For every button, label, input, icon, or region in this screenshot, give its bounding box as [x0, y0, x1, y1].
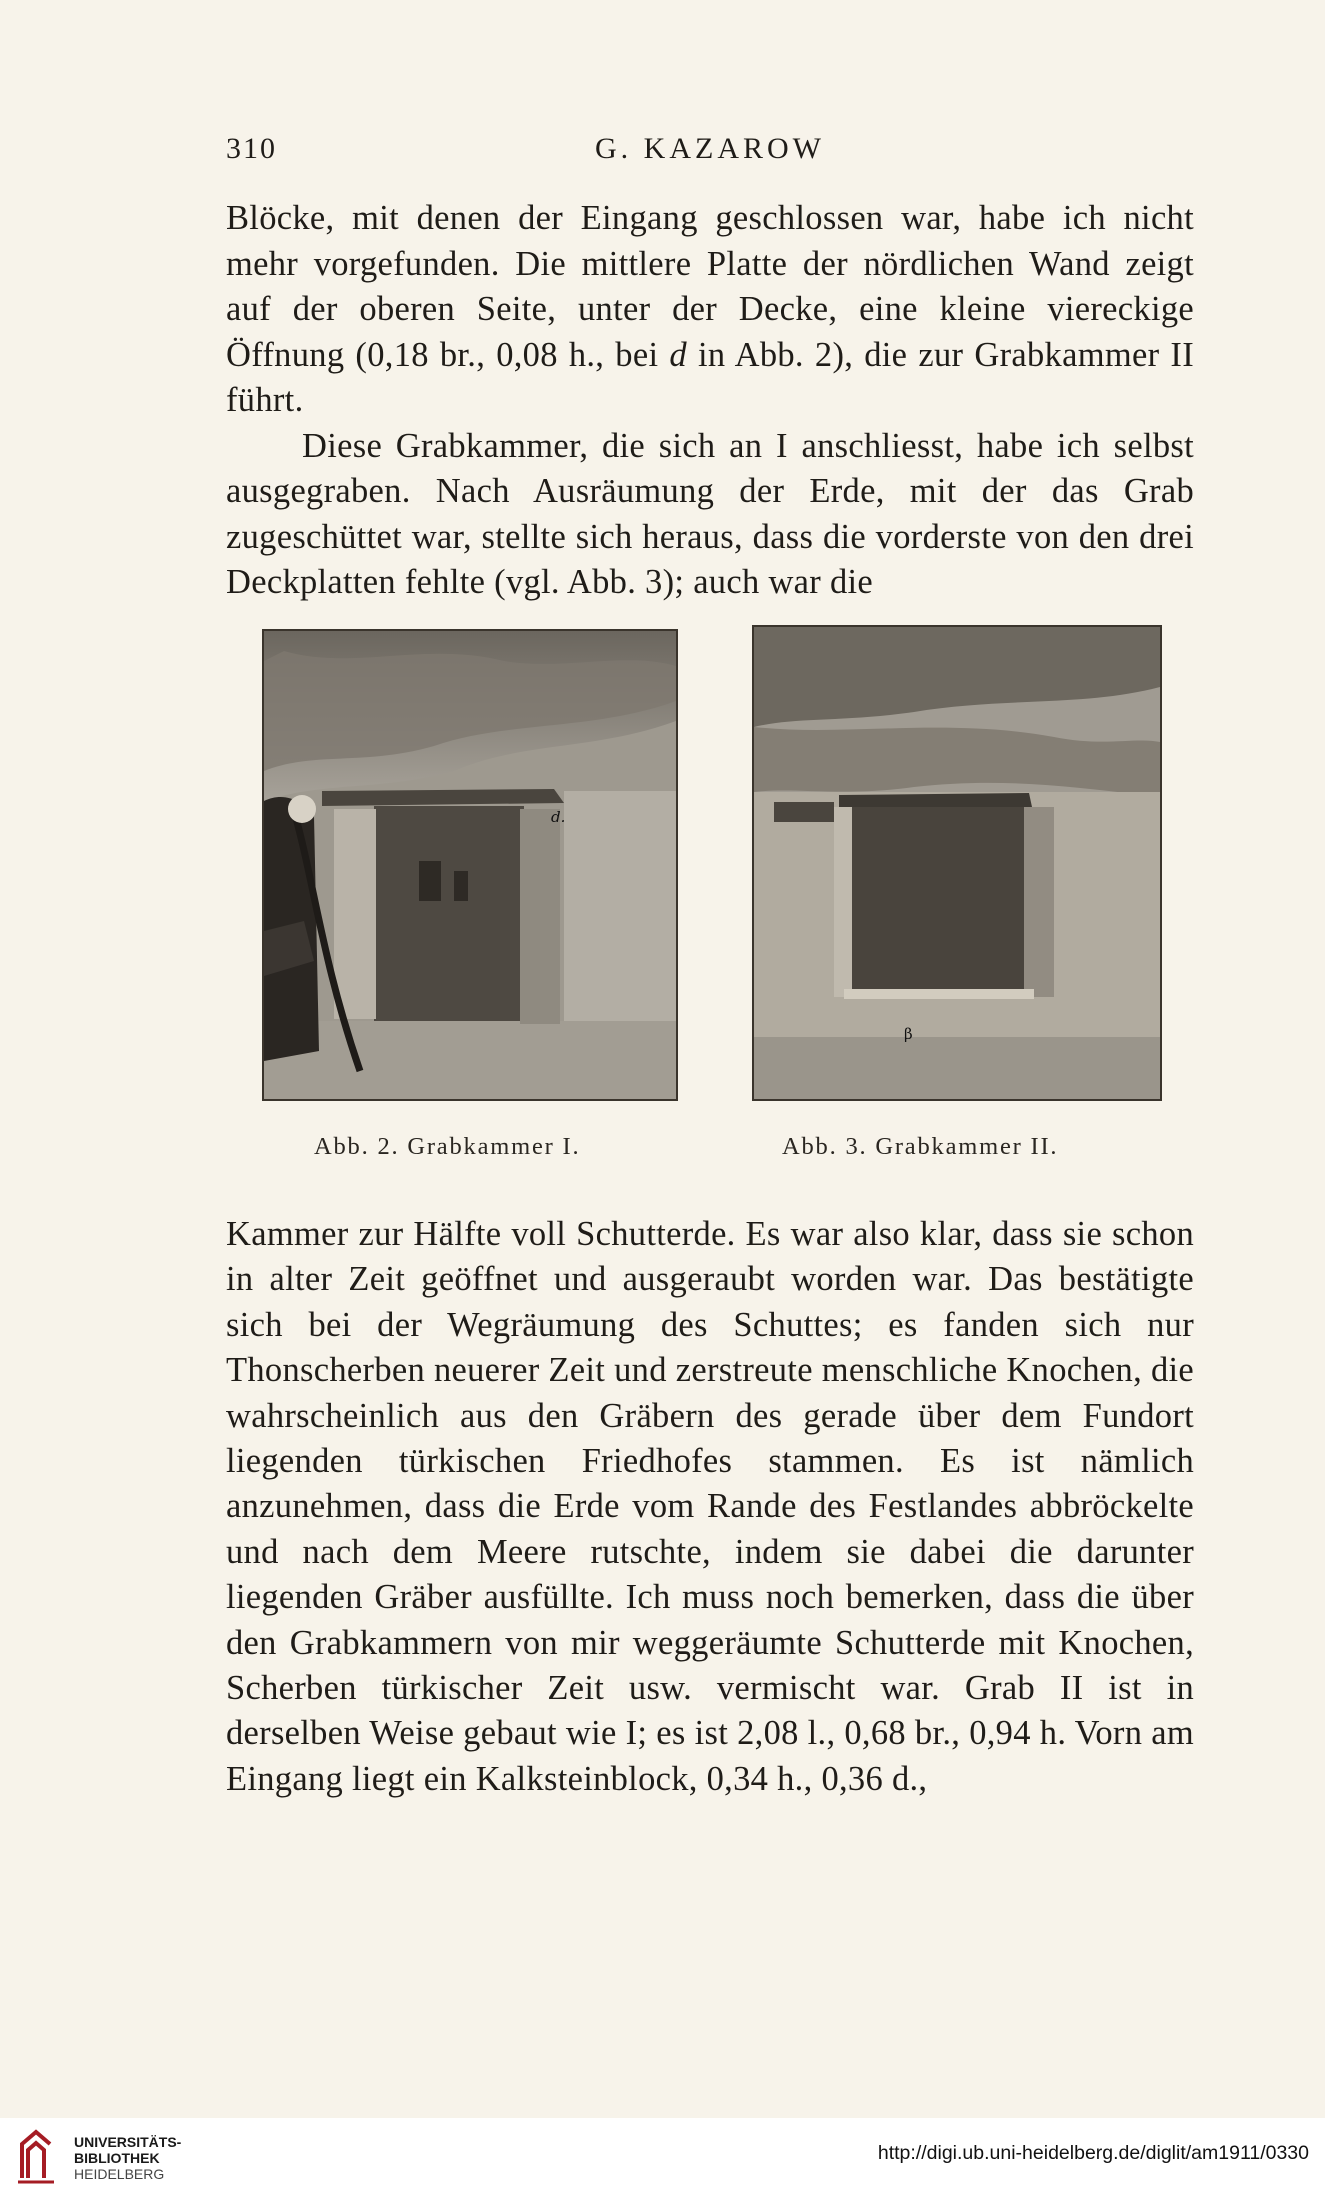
figure-mark-d: d.	[551, 808, 566, 826]
digitization-footer	[0, 2118, 1325, 2195]
library-logo-icon	[14, 2126, 58, 2186]
figure-mark-beta: β	[904, 1025, 913, 1043]
page-number: 310	[226, 132, 277, 165]
photo-grabkammer-2	[754, 627, 1160, 1099]
text-block-top	[226, 196, 1194, 606]
author-header: G. KAZAROW	[595, 132, 825, 165]
library-name-line-1: UNIVERSITÄTS-	[74, 2134, 182, 2150]
caption-figure-3: Abb. 3. Grabkammer II.	[782, 1133, 1059, 1160]
paragraph-2: Diese Grabkammer, die sich an I anschliesst, habe ich selbst ausgegraben. Nach Ausräumung der Erde, mit der das Grab zugeschüttet war, stellte sich heraus, dass die vorderste von den drei Deckplatten fehlte (vgl. Abb. 3); auch war die	[226, 426, 1194, 601]
running-head	[226, 132, 1194, 172]
paragraph-1-text-a: Blöcke, mit denen der Eingang geschlossen war, habe ich nicht mehr vorgefunden. Die mittlere Platte der nördlichen Wand zeigt auf der oberen Seite, unter der Decke, eine kleine viereckige Öffnung (0,18 br., 0,08 h., bei	[226, 199, 1194, 374]
paragraph-1-text-b: in Abb. 2), die zur Grabkammer II führt.	[226, 335, 1194, 419]
library-name-line-3: HEIDELBERG	[74, 2166, 165, 2182]
figure-grabkammer-1-photo	[262, 629, 678, 1101]
source-url-link[interactable]: http://digi.ub.uni-heidelberg.de/diglit/am1911/0330	[877, 2142, 1309, 2164]
figure-grabkammer-2-photo	[752, 625, 1162, 1101]
paragraph-1	[226, 196, 1194, 424]
photo-grabkammer-1	[264, 631, 676, 1099]
text-block-bottom	[226, 1212, 1194, 1802]
caption-figure-2: Abb. 2. Grabkammer I.	[314, 1133, 581, 1160]
library-name-line-2: BIBLIOTHEK	[74, 2150, 160, 2166]
paragraph-1-italic-d: d	[669, 335, 687, 374]
library-name	[74, 2134, 181, 2182]
paragraph-3: Kammer zur Hälfte voll Schutterde. Es war also klar, dass sie schon in alter Zeit geöffnet und ausgeraubt worden war. Das bestätigte sich bei der Wegräumung des Schuttes; es fanden sich nur Thonscherben neuerer Zeit und zerstreute menschliche Knochen, die wahrscheinlich aus den Gräbern des gerade über dem Fundort liegenden türkischen Friedhofes stammen. Es ist nämlich anzunehmen, dass die Erde vom Rande des Festlandes abbröckelte und nach dem Meere rutschte, indem sie dabei die darunter liegenden Gräber ausfüllte. Ich muss noch bemerken, dass die über den Grabkammern von mir weggeräumte Schutterde mit Knochen, Scherben türkischer Zeit usw. vermischt war. Grab II ist in derselben Weise gebaut wie I; es ist 2,08 l., 0,68 br., 0,94 h. Vorn am Eingang liegt ein Kalksteinblock, 0,34 h., 0,36 d.,	[226, 1215, 1194, 1798]
